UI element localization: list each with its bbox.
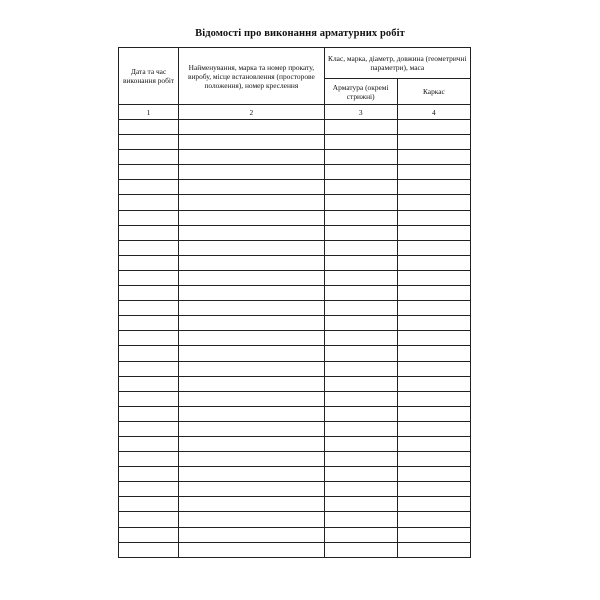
table-cell: [119, 527, 179, 542]
column-number: 1: [119, 105, 179, 120]
table-row: [119, 165, 471, 180]
table-row: [119, 346, 471, 361]
table-body: [119, 120, 471, 558]
table-row: [119, 542, 471, 557]
table-row: [119, 436, 471, 451]
table-cell: [397, 376, 470, 391]
table-cell: [324, 512, 397, 527]
table-cell: [397, 120, 470, 135]
table-row: [119, 225, 471, 240]
table-cell: [179, 436, 324, 451]
table-cell: [119, 135, 179, 150]
table-cell: [179, 165, 324, 180]
table-row: [119, 135, 471, 150]
table-cell: [179, 240, 324, 255]
table-cell: [119, 376, 179, 391]
table-cell: [179, 346, 324, 361]
table-cell: [324, 421, 397, 436]
table-cell: [119, 255, 179, 270]
table-cell: [397, 225, 470, 240]
table-cell: [397, 482, 470, 497]
table-row: [119, 270, 471, 285]
table-cell: [119, 150, 179, 165]
table-cell: [119, 270, 179, 285]
table-cell: [119, 391, 179, 406]
table-cell: [119, 120, 179, 135]
table-cell: [179, 527, 324, 542]
table-cell: [324, 436, 397, 451]
column-number-row: [119, 105, 471, 120]
table-cell: [324, 150, 397, 165]
table-cell: [324, 301, 397, 316]
table-cell: [324, 452, 397, 467]
table-cell: [397, 195, 470, 210]
table-cell: [119, 452, 179, 467]
table-cell: [179, 482, 324, 497]
table-cell: [179, 376, 324, 391]
table-cell: [179, 286, 324, 301]
table-cell: [119, 225, 179, 240]
table-cell: [179, 452, 324, 467]
table-row: [119, 316, 471, 331]
table-row: [119, 482, 471, 497]
table-cell: [179, 195, 324, 210]
table-cell: [179, 316, 324, 331]
table-cell: [397, 361, 470, 376]
header-parameters-group: Клас, марка, діаметр, довжина (геометричні параметри), маса: [324, 48, 470, 79]
table-row: [119, 391, 471, 406]
table-row: [119, 210, 471, 225]
table-cell: [397, 512, 470, 527]
table-cell: [324, 180, 397, 195]
table-cell: [397, 331, 470, 346]
table-cell: [397, 286, 470, 301]
table-cell: [397, 316, 470, 331]
table-cell: [324, 210, 397, 225]
table-cell: [179, 512, 324, 527]
table-cell: [397, 346, 470, 361]
table-cell: [397, 542, 470, 557]
header-item-description: Найменування, марка та номер прокату, виробу, місце встановлення (просторове положення), номер креслення: [179, 48, 324, 105]
table-cell: [397, 497, 470, 512]
table-row: [119, 240, 471, 255]
table-cell: [324, 195, 397, 210]
table-cell: [119, 180, 179, 195]
table-row: [119, 255, 471, 270]
table-row: [119, 361, 471, 376]
table-cell: [397, 210, 470, 225]
table-cell: [119, 436, 179, 451]
table-cell: [397, 436, 470, 451]
table-cell: [119, 467, 179, 482]
table-cell: [179, 361, 324, 376]
table-cell: [324, 225, 397, 240]
table-cell: [119, 286, 179, 301]
document-title: Відомості про виконання арматурних робіт: [195, 28, 405, 39]
table-row: [119, 467, 471, 482]
table-row: [119, 497, 471, 512]
table-cell: [324, 406, 397, 421]
table-cell: [397, 301, 470, 316]
table-cell: [324, 497, 397, 512]
table-cell: [179, 180, 324, 195]
table-row: [119, 120, 471, 135]
table-cell: [324, 135, 397, 150]
table-cell: [324, 255, 397, 270]
table-cell: [324, 120, 397, 135]
table-cell: [119, 512, 179, 527]
table-cell: [324, 391, 397, 406]
table-cell: [179, 421, 324, 436]
table-row: [119, 180, 471, 195]
table-cell: [179, 210, 324, 225]
table-cell: [397, 452, 470, 467]
table-cell: [324, 376, 397, 391]
table-row: [119, 512, 471, 527]
table-cell: [119, 316, 179, 331]
table-cell: [119, 240, 179, 255]
table-cell: [119, 210, 179, 225]
table-row: [119, 421, 471, 436]
table-cell: [324, 286, 397, 301]
table-cell: [179, 225, 324, 240]
table-cell: [119, 482, 179, 497]
table-row: [119, 301, 471, 316]
column-number: 4: [397, 105, 470, 120]
table-cell: [179, 270, 324, 285]
table-cell: [324, 270, 397, 285]
table-cell: [397, 150, 470, 165]
table-cell: [397, 180, 470, 195]
table-cell: [179, 120, 324, 135]
table-cell: [397, 135, 470, 150]
header-date-time: Дата та час виконання робіт: [119, 48, 179, 105]
column-number: 3: [324, 105, 397, 120]
table-cell: [324, 361, 397, 376]
table-cell: [324, 346, 397, 361]
table-cell: [179, 255, 324, 270]
header-reinforcement-bars: Арматура (окремі стрижні): [324, 79, 397, 105]
table-cell: [179, 331, 324, 346]
table-cell: [179, 497, 324, 512]
table-row: [119, 331, 471, 346]
column-number: 2: [179, 105, 324, 120]
table-cell: [119, 301, 179, 316]
table-row: [119, 376, 471, 391]
table-cell: [324, 527, 397, 542]
table-cell: [397, 270, 470, 285]
table-row: [119, 195, 471, 210]
table-row: [119, 406, 471, 421]
table-cell: [179, 150, 324, 165]
table-row: [119, 150, 471, 165]
table-cell: [179, 391, 324, 406]
table-cell: [119, 346, 179, 361]
table-cell: [179, 301, 324, 316]
table-row: [119, 452, 471, 467]
table-cell: [397, 165, 470, 180]
table-cell: [324, 240, 397, 255]
table-row: [119, 527, 471, 542]
table-cell: [397, 406, 470, 421]
table-cell: [324, 316, 397, 331]
table-cell: [179, 542, 324, 557]
table-cell: [119, 331, 179, 346]
table-cell: [397, 467, 470, 482]
table-cell: [119, 406, 179, 421]
table-cell: [397, 255, 470, 270]
table-cell: [324, 482, 397, 497]
table-cell: [119, 195, 179, 210]
table-cell: [324, 542, 397, 557]
works-register-table: [118, 47, 471, 558]
table-cell: [119, 421, 179, 436]
table-cell: [397, 527, 470, 542]
table-cell: [119, 542, 179, 557]
table-cell: [397, 391, 470, 406]
table-cell: [179, 406, 324, 421]
table-cell: [324, 467, 397, 482]
table-row: [119, 286, 471, 301]
table-cell: [397, 240, 470, 255]
table-cell: [324, 165, 397, 180]
table-cell: [324, 331, 397, 346]
table-cell: [119, 361, 179, 376]
table-cell: [179, 467, 324, 482]
table-cell: [119, 165, 179, 180]
table-cell: [179, 135, 324, 150]
table-cell: [119, 497, 179, 512]
table-cell: [397, 421, 470, 436]
header-frame: Каркас: [397, 79, 470, 105]
